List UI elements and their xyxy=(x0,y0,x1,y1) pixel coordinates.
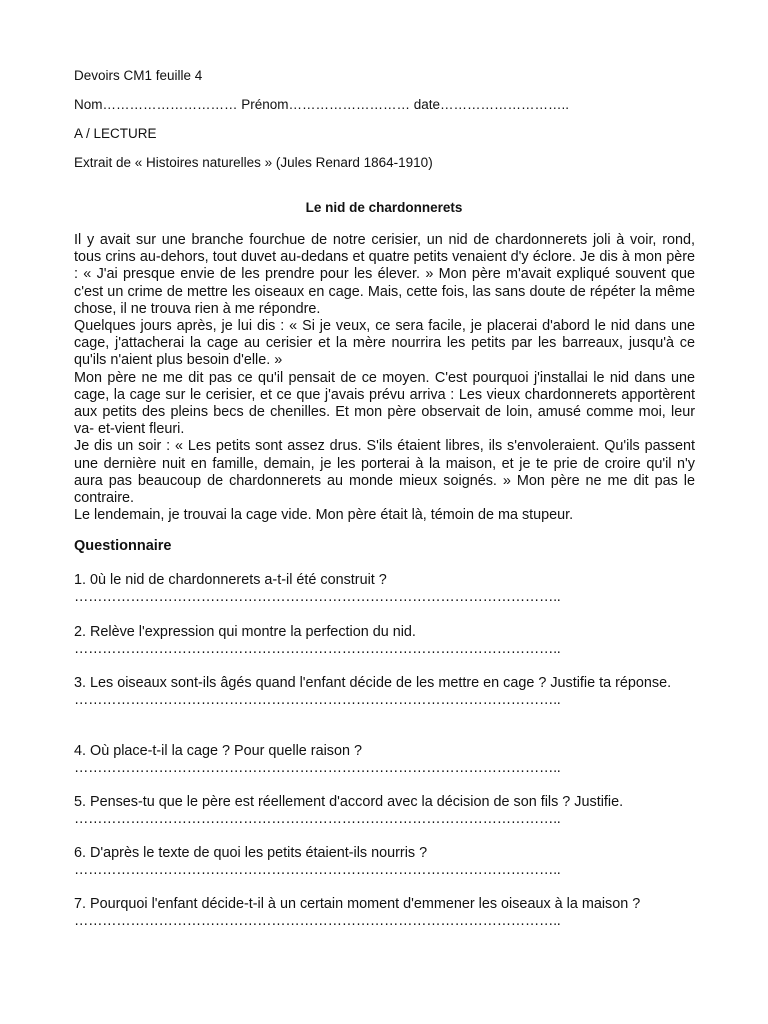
answer-line[interactable]: ………………………………………………………………………………………….. xyxy=(74,862,561,878)
question-item xyxy=(74,896,699,930)
worksheet-title: Devoirs CM1 feuille 4 xyxy=(74,68,203,83)
question-item xyxy=(74,624,699,658)
question-item xyxy=(74,794,699,828)
question-text: 7. Pourquoi l'enfant décide-t-il à un certain moment d'emmener les oiseaux à la maison ? xyxy=(74,896,641,912)
reading-paragraph: Quelques jours après, je lui dis : « Si je veux, ce sera facile, je placerai d'abord le nid dans une cage, j'attacherai la cage au cerisier et la mère nourrira les petits par les barreaux, jusqu'à ce qu'ils n'aient plus besoin d'elle. » xyxy=(74,318,695,369)
question-text: 5. Penses-tu que le père est réellement d'accord avec la décision de son fils ? Justifie. xyxy=(74,794,624,810)
question-item xyxy=(74,572,699,606)
reading-paragraph: Il y avait sur une branche fourchue de notre cerisier, un nid de chardonnerets joli à voir, rond, tous crins au-dehors, tout duvet au-dedans et quatre petits venaient d'y éclore. Je dis à mon père : « J'ai presque envie de les prendre pour les élever. » Mon père m'avait expliqué souvent que c'est un crime de mettre les oiseaux en cage. Mais, cette fois, las sans doute de répéter la même chose, il ne trouva rien à me répondre. xyxy=(74,232,695,317)
answer-line[interactable]: ………………………………………………………………………………………….. xyxy=(74,760,561,776)
question-item xyxy=(74,743,699,777)
question-text: 6. D'après le texte de quoi les petits étaient-ils nourris ? xyxy=(74,845,428,861)
answer-line[interactable]: ………………………………………………………………………………………….. xyxy=(74,589,561,605)
question-text: 2. Relève l'expression qui montre la perfection du nid. xyxy=(74,624,416,640)
student-fields-line: Nom………………………… Prénom……………………… date……………………….. xyxy=(74,97,570,112)
source-citation: Extrait de « Histoires naturelles » (Jules Renard 1864-1910) xyxy=(74,155,433,170)
answer-line[interactable]: ………………………………………………………………………………………….. xyxy=(74,641,561,657)
question-text: 3. Les oiseaux sont-ils âgés quand l'enfant décide de les mettre en cage ? Justifie ta réponse. xyxy=(74,675,672,691)
question-item xyxy=(74,845,699,879)
reading-paragraph: Mon père ne me dit pas ce qu'il pensait de ce moyen. C'est pourquoi j'installai le nid dans une cage, la cage sur le cerisier, et ce que j'avais prévu arriva : Les vieux chardonnerets apportèrent aux petits des pleins becs de chenilles. Et mon père observait de loin, amusé comme moi, leur va- et-vient fleuri. xyxy=(74,369,695,438)
question-text: 4. Où place-t-il la cage ? Pour quelle raison ? xyxy=(74,743,362,759)
answer-line[interactable]: ………………………………………………………………………………………….. xyxy=(74,811,561,827)
answer-line[interactable]: ………………………………………………………………………………………….. xyxy=(74,913,561,929)
question-item xyxy=(74,675,699,709)
reading-paragraph: Le lendemain, je trouvai la cage vide. Mon père était là, témoin de ma stupeur. xyxy=(74,507,574,524)
reading-title: Le nid de chardonnerets xyxy=(305,200,463,215)
answer-line[interactable]: ………………………………………………………………………………………….. xyxy=(74,692,561,708)
reading-paragraph: Je dis un soir : « Les petits sont assez drus. S'ils étaient libres, ils s'envoleraient. Qu'ils passent une dernière nuit en famille, demain, je les porterai à la maison, et je te prie de croire qu'il n'y aura pas beaucoup de chardonnerets au monde mieux soignés. » Mon père ne me dit pas le contraire. xyxy=(74,438,695,507)
section-heading: A / LECTURE xyxy=(74,126,157,141)
question-text: 1. 0ù le nid de chardonnerets a-t-il été construit ? xyxy=(74,572,387,588)
questionnaire-heading: Questionnaire xyxy=(74,538,172,554)
reading-text xyxy=(74,232,695,524)
